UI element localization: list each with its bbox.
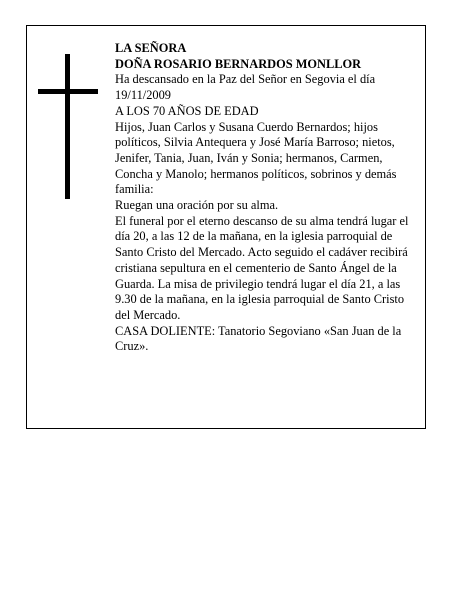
- obituary-text: [115, 41, 421, 355]
- obituary-notice: [26, 25, 426, 429]
- notice-title: LA SEÑORA: [115, 41, 187, 55]
- prayer-request: Ruegan una oración por su alma.: [115, 198, 279, 213]
- casa-doliente: CASA DOLIENTE: Tanatorio Segoviano «San Juan de la Cruz».: [115, 323, 402, 354]
- cross-horizontal-bar: [38, 89, 98, 94]
- cross-icon: [38, 54, 98, 199]
- death-announcement: Ha descansado en la Paz del Señor en Segovia el día 19/11/2009: [115, 72, 376, 103]
- family-list: Hijos, Juan Carlos y Susana Cuerdo Bernardos; hijos políticos, Silvia Antequera y José María Barroso; nietos, Jenifer, Tania, Juan, Iván y Sonia; hermanos, Carmen, Concha y Manolo; hermanos políticos, sobrinos y demás familia:: [115, 119, 397, 197]
- deceased-name: DOÑA ROSARIO BERNARDOS MONLLOR: [115, 56, 362, 71]
- funeral-details: El funeral por el eterno descanso de su alma tendrá lugar el día 20, a las 12 de la mañana, en la iglesia parroquial de Santo Cristo del Mercado. Acto seguido el cadáver recibirá cristiana sepultura en el cementerio de Santo Ángel de la Guarda. La misa de privilegio tendrá lugar el día 21, a las 9.30 de la mañana, en la iglesia parroquial de Santo Cristo del Mercado.: [115, 213, 409, 322]
- age-line: A LOS 70 AÑOS DE EDAD: [115, 103, 259, 118]
- cross-vertical-bar: [65, 54, 70, 199]
